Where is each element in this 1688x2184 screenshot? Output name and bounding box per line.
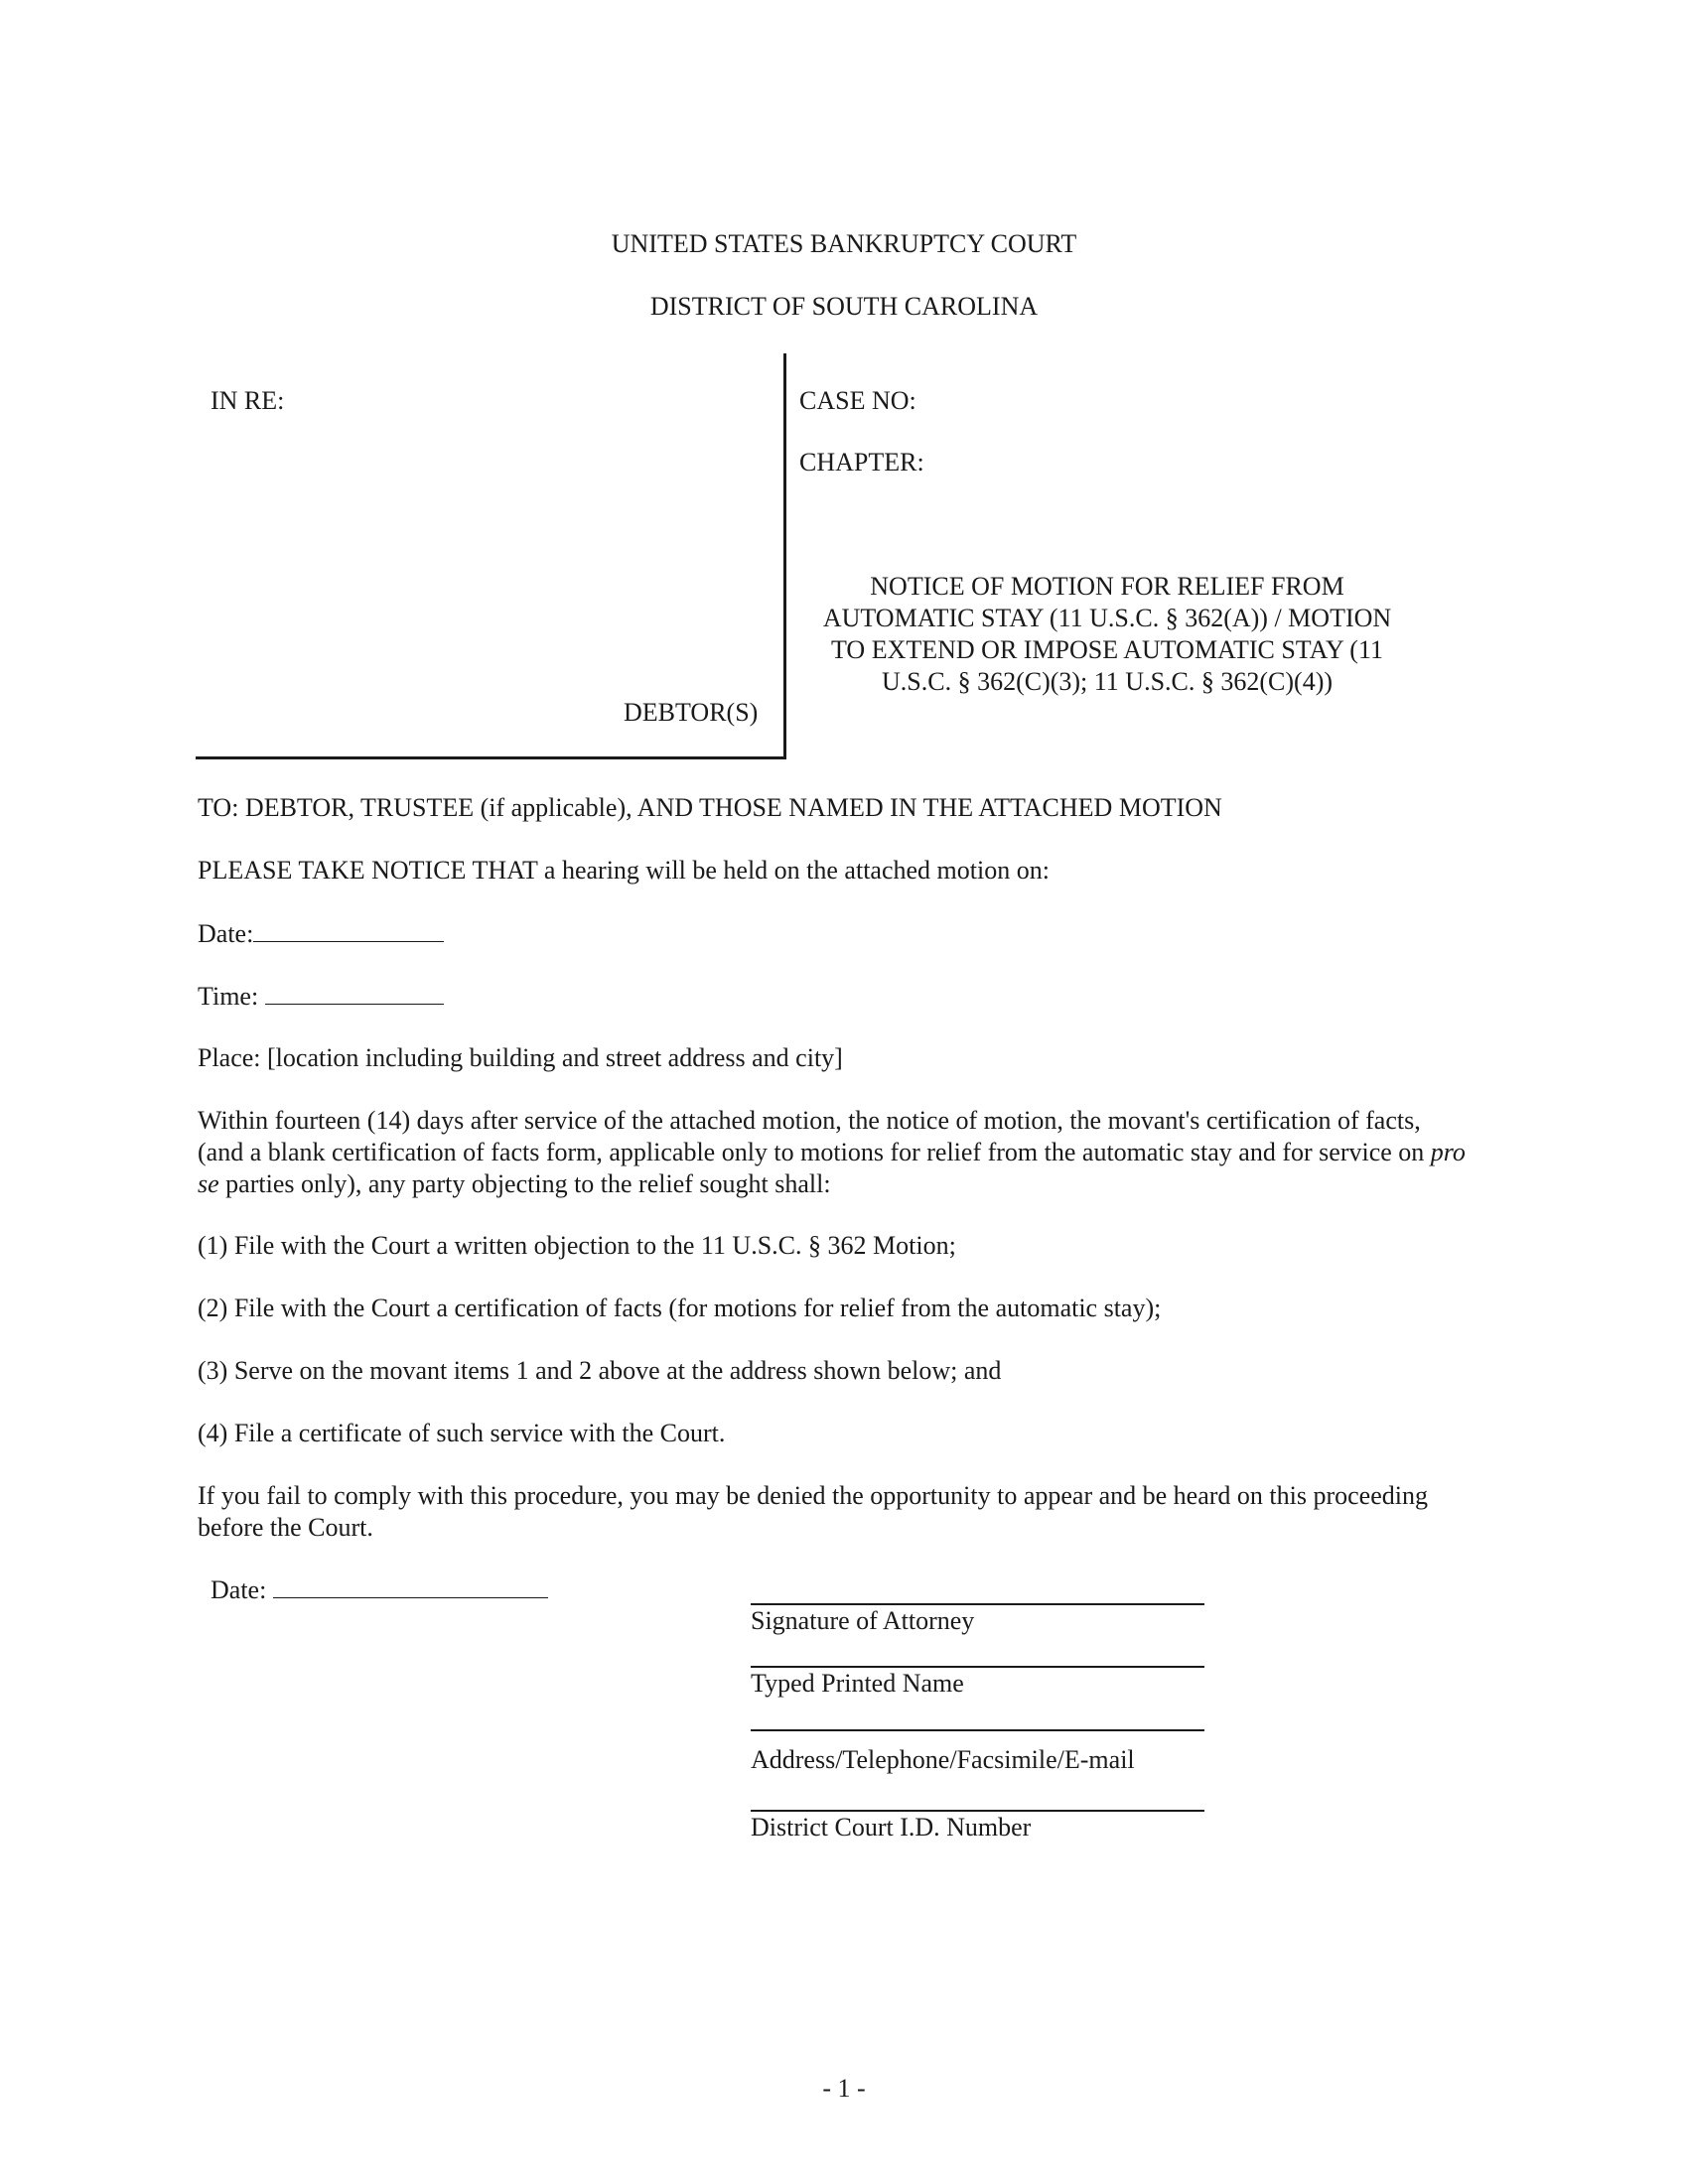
court-id-label: District Court I.D. Number [751,1813,1032,1842]
within-text-part1: Within fourteen (14) days after service of the attached motion, the notice of motion, the movant's certification of facts, (and a blank certification of facts form, applicable only to motions for relief from the automatic stay and for service on [198,1106,1431,1166]
hearing-time-label: Time: [198,982,259,1011]
fail-paragraph: If you fail to comply with this procedure, you may be denied the opportunity to appear and be heard on this proceeding before the Court. [198,1481,1428,1542]
document-title [794,571,1420,698]
title-line: TO EXTEND OR IMPOSE AUTOMATIC STAY (11 [831,635,1383,664]
caption-vertical-rule [783,353,786,758]
title-line: AUTOMATIC STAY (11 U.S.C. § 362(A)) / MOTION [822,604,1392,632]
hearing-date-label: Date: [198,919,254,948]
hearing-date-row [198,917,444,950]
signature-date-row [211,1573,548,1606]
title-line: NOTICE OF MOTION FOR RELIEF FROM [870,572,1344,601]
hearing-time-blank[interactable] [265,980,444,1005]
caption-horizontal-rule [196,756,786,759]
signature-date-blank[interactable] [273,1573,548,1598]
notice-line: PLEASE TAKE NOTICE THAT a hearing will be held on the attached motion on: [198,856,1050,885]
printed-name-label: Typed Printed Name [751,1669,964,1698]
to-line: TO: DEBTOR, TRUSTEE (if applicable), AND THOSE NAMED IN THE ATTACHED MOTION [198,793,1222,822]
list-item: (3) Serve on the movant items 1 and 2 above at the address shown below; and [198,1356,1002,1385]
debtor-label: DEBTOR(S) [624,698,759,727]
within-paragraph [198,1105,1469,1200]
title-line: U.S.C. § 362(C)(3); 11 U.S.C. § 362(C)(4)) [881,667,1334,696]
hearing-date-blank[interactable] [253,917,444,942]
court-name: UNITED STATES BANKRUPTCY COURT [611,229,1077,258]
district-name: DISTRICT OF SOUTH CAROLINA [649,292,1039,321]
address-label: Address/Telephone/Facsimile/E-mail [751,1745,1135,1774]
hearing-time-row [198,980,444,1013]
within-text-italic: pro se [198,1138,1466,1198]
address-blank[interactable] [751,1729,1204,1731]
list-item: (4) File a certificate of such service with the Court. [198,1419,726,1447]
in-re-label: IN RE: [211,386,285,415]
signature-label: Signature of Attorney [751,1606,975,1635]
list-item: (1) File with the Court a written objection to the 11 U.S.C. § 362 Motion; [198,1231,956,1260]
signature-date-label: Date: [211,1575,267,1604]
place-line: Place: [location including building and street address and city] [198,1043,843,1072]
chapter-label: CHAPTER: [799,448,924,477]
page-number: - 1 - [822,2074,866,2103]
within-text-part2: parties only), any party objecting to the relief sought shall: [218,1169,831,1198]
case-no-label: CASE NO: [799,386,916,415]
list-item: (2) File with the Court a certification of facts (for motions for relief from the automatic stay); [198,1294,1162,1322]
